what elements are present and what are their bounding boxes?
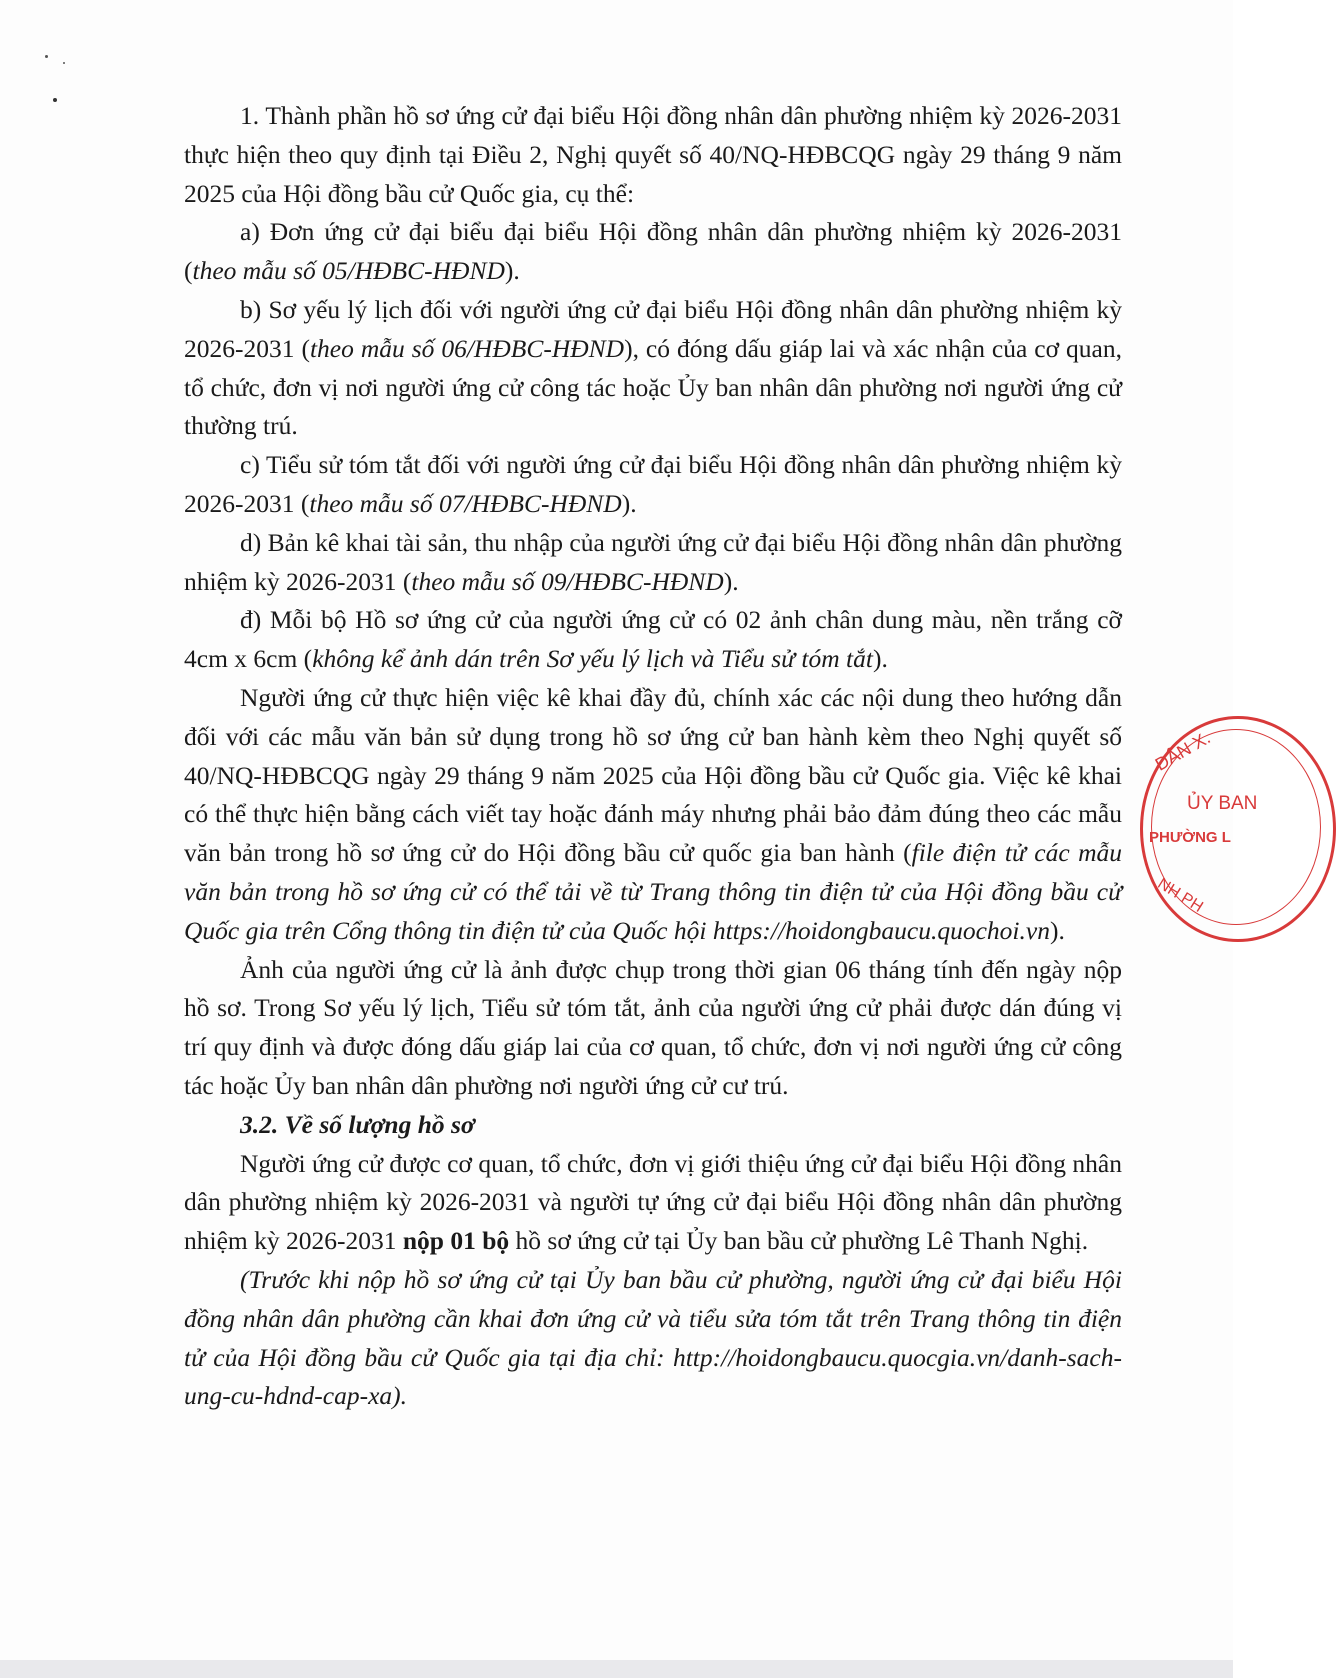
- text-run: ).: [1049, 915, 1065, 945]
- text-run: ).: [872, 644, 888, 674]
- italic-run: theo mẫu số 06/HĐBC-HĐND: [309, 333, 625, 363]
- paragraph: [184, 97, 1122, 213]
- italic-run: (Trước khi nộp hồ sơ ứng cử tại Ủy ban bầu cử phường, người ứng cử đại biểu Hội đồng nhân dân phường cần khai đơn ứng cử và tiểu sửa tóm tắt trên Trang thông tin điện tử của Hội đồng bầu cử Quốc gia tại địa chỉ: http://hoidongbaucu.quocgia.vn/danh-sach-ung-cu-hdnd-cap-xa).: [184, 1264, 1122, 1411]
- text-run: đ) Mỗi bộ Hồ sơ ứng cử của người ứng cử có 02 ảnh chân dung màu, nền trắng cỡ 4cm x 6cm (: [184, 605, 1122, 674]
- seal-text-bottom: NH PH: [1154, 875, 1206, 916]
- red-seal-stamp: [1140, 716, 1336, 942]
- text-run: Người ứng cử được cơ quan, tổ chức, đơn vị giới thiệu ứng cử đại biểu Hội đồng nhân dân phường nhiệm kỳ 2026-2031 và người tự ứng cử đại biểu Hội đồng nhân dân phường nhiệm kỳ 2026-2031: [184, 1148, 1122, 1256]
- italic-run: file điện tử các mẫu văn bản trong hồ sơ ứng cử có thể tải về từ Trang thông tin điện tử của Hội đồng bầu cử Quốc gia trên Cổng thông tin điện tử của Quốc hội https://hoidongbaucu.quochoi.vn: [184, 838, 1122, 945]
- page-bottom-edge: [0, 1660, 1233, 1678]
- paragraph: [184, 1261, 1122, 1416]
- paragraph: [184, 291, 1122, 446]
- paragraph: [184, 679, 1122, 951]
- paragraph: [184, 951, 1122, 1106]
- text-run: 3.2. Về số lượng hồ sơ: [240, 1109, 475, 1139]
- seal-text-line2: PHƯỜNG L: [1149, 829, 1231, 846]
- text-run: d) Bản kê khai tài sản, thu nhập của người ứng cử đại biểu Hội đồng nhân dân phường nhiệm kỳ 2026-2031 (: [184, 527, 1122, 596]
- text-run: ), có đóng dấu giáp lai và xác nhận của cơ quan, tổ chức, đơn vị nơi người ứng cử công tác hoặc Ủy ban nhân dân phường nơi người ứng cử thường trú.: [184, 333, 1122, 441]
- text-run: ).: [621, 488, 637, 518]
- document-body: [184, 97, 1122, 1416]
- italic-run: theo mẫu số 05/HĐBC-HĐND: [192, 256, 505, 286]
- text-run: ).: [504, 256, 520, 286]
- text-run: ).: [723, 566, 739, 596]
- seal-text-top: DÂN X.: [1151, 727, 1214, 775]
- paragraph: [184, 1145, 1122, 1261]
- section-heading: [184, 1106, 1122, 1145]
- seal-text-line1: ỦY BAN: [1187, 793, 1258, 814]
- italic-run: không kể ảnh dán trên Sơ yếu lý lịch và Tiểu sử tóm tắt: [312, 644, 873, 674]
- text-run: b) Sơ yếu lý lịch đối với người ứng cử đại biểu Hội đồng nhân dân phường nhiệm kỳ 2026-2031 (: [184, 294, 1122, 363]
- scan-speck: [53, 98, 57, 102]
- text-run: 1. Thành phần hồ sơ ứng cử đại biểu Hội đồng nhân dân phường nhiệm kỳ 2026-2031 thực hiện theo quy định tại Điều 2, Nghị quyết số 40/NQ-HĐBCQG ngày 29 tháng 9 năm 2025 của Hội đồng bầu cử Quốc gia, cụ thể:: [184, 101, 1122, 208]
- paragraph: [184, 601, 1122, 679]
- italic-run: theo mẫu số 07/HĐBC-HĐND: [309, 488, 622, 518]
- scan-speck: [45, 55, 48, 58]
- italic-run: theo mẫu số 09/HĐBC-HĐND: [411, 566, 724, 596]
- bold-run: nộp 01 bộ: [402, 1226, 510, 1256]
- text-run: hồ sơ ứng cử tại Ủy ban bầu cử phường Lê Thanh Nghị.: [509, 1226, 1089, 1256]
- text-run: Ảnh của người ứng cử là ảnh được chụp trong thời gian 06 tháng tính đến ngày nộp hồ sơ. Trong Sơ yếu lý lịch, Tiểu sử tóm tắt, ảnh của người ứng cử phải được dán đúng vị trí quy định và được đóng dấu giáp lai của cơ quan, tổ chức, đơn vị nơi người ứng cử công tác hoặc Ủy ban nhân dân phường nơi người ứng cử cư trú.: [184, 954, 1122, 1100]
- paragraph: [184, 446, 1122, 524]
- text-run: Người ứng cử thực hiện việc kê khai đầy đủ, chính xác các nội dung theo hướng dẫn đối với các mẫu văn bản sử dụng trong hồ sơ ứng cử ban hành kèm theo Nghị quyết số 40/NQ-HĐBCQG ngày 29 tháng 9 năm 2025 của Hội đồng bầu cử Quốc gia. Việc kê khai có thể thực hiện bằng cách viết tay hoặc đánh máy nhưng phải bảo đảm đúng theo các mẫu văn bản trong hồ sơ ứng cử do Hội đồng bầu cử quốc gia ban hành (: [184, 682, 1122, 868]
- paragraph: [184, 524, 1122, 602]
- paragraph: [184, 213, 1122, 291]
- scan-speck: [63, 62, 65, 64]
- text-run: c) Tiểu sử tóm tắt đối với người ứng cử đại biểu Hội đồng nhân dân phường nhiệm kỳ 2026-2031 (: [184, 450, 1122, 518]
- text-run: a) Đơn ứng cử đại biểu đại biểu Hội đồng nhân dân phường nhiệm kỳ 2026-2031 (: [184, 217, 1122, 286]
